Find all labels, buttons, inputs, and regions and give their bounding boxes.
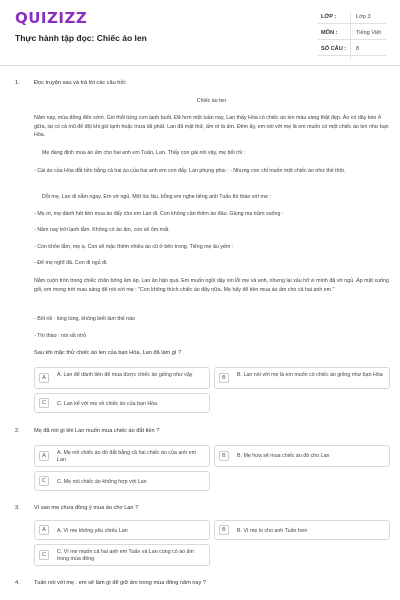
page-title: Thực hành tập đọc: Chiếc áo len bbox=[15, 33, 147, 43]
answer-option-a[interactable]: A A. Vì mẹ không yêu chiều Lan bbox=[34, 520, 210, 540]
story-paragraph: - Năm nay trời lạnh lắm. Không có áo ấm, con sẽ ốm mất. bbox=[34, 227, 170, 233]
meta-subject: MÔN : Tiếng Việt bbox=[318, 26, 386, 40]
question-text: Mẹ đã nói gì khi Lan muốn mua chiếc áo đắt tiền ? bbox=[34, 428, 160, 434]
question-text: Sau khi mặc thử chiếc áo len của bạn Hòa, Lan đã làm gì ? bbox=[34, 350, 182, 356]
story-paragraph: - Để mẹ nghĩ đã. Con đi ngủ đi. bbox=[34, 260, 108, 266]
question-prompt: Đọc truyện sau và trả lời các câu hỏi: bbox=[34, 80, 127, 86]
answer-option-a[interactable]: A A. Mẹ nói chiếc áo đó đắt bằng cả hai chiếc áo của anh em Lan bbox=[34, 445, 210, 467]
answer-option-c[interactable]: C C. Mẹ nói chiếc áo không hợp với Lan bbox=[34, 471, 210, 491]
question-text: Tuấn nói với mẹ : em sẽ làm gì để giữ ấm trong mùa đông năm nay ? bbox=[34, 580, 206, 586]
answer-option-b[interactable]: B B. Vì mẹ lo cho anh Tuấn hơn bbox=[214, 520, 390, 540]
question-number: 3. bbox=[15, 505, 20, 511]
meta-grade: LỚP : Lớp 3 bbox=[318, 10, 386, 24]
story-paragraph: Mẹ đang định mua áo ấm cho hai anh em Tuấn, Lan. Thấy con gái nói vậy, mẹ bối rối : bbox=[42, 150, 245, 156]
quizizz-logo: QUIZIZZ bbox=[15, 9, 88, 27]
story-paragraph: - Con khỏe lắm, mẹ ạ. Con sẽ mặc thêm nhiều áo cũ ở bên trong. Tiếng mẹ âu yếm : bbox=[34, 244, 234, 250]
story-paragraph: Năm nay, mùa đông đến sớm. Gió thổi từng cơn lạnh buốt. Đã hơn một tuần nay, Lan thấy Hòa có chiếc áo len màu vàng thật đẹp. Áo có dây kéo ở giữa, lại có cả mũ để đội khi gió lạnh hoặc mưa lất phất. Lan đã mặt thử, ấm ơi là ấm. Đêm ấy, em nói với mẹ là em muốn có một chiếc áo len như bạn Hòa. bbox=[34, 115, 389, 139]
answer-option-c[interactable]: C C. Vì mẹ muốn cả hai anh em Tuấn và Lan cùng có áo ấm trong mùa đông bbox=[34, 544, 210, 566]
question-number: 1. bbox=[15, 80, 20, 86]
question-number: 2. bbox=[15, 428, 20, 434]
answer-option-c[interactable]: C C. Lan kể với mẹ về chiếc áo của bạn Hòa bbox=[34, 393, 210, 413]
question-text: Vì sao mẹ chưa đồng ý mua áo cho Lan ? bbox=[34, 505, 139, 511]
answer-option-b[interactable]: B B. Lan nói với mẹ là em muốn có chiếc áo giống như bạn Hòa bbox=[214, 367, 390, 389]
story-paragraph: Nằm cuộn tròn trong chiếc chăn bông ấm áp, Lan ân hận quá. Em muốn ngồi dậy xin lỗi mẹ và anh, nhưng lại xấu hổ vì mình đã vờ ngủ. Áp mặt xuống gối, em mong trời mau sáng để nói với mẹ : "Con không thích chiếc áo đấy nữa. Mẹ hãy để tiền mua áo ấm cho cả hai anh em." bbox=[34, 278, 389, 293]
glossary-item: - Bối rối : lúng túng, không biết làm thế nào bbox=[34, 316, 135, 322]
worksheet-header bbox=[0, 0, 400, 66]
story-title: Chiếc áo len bbox=[196, 98, 227, 104]
question-number: 4. bbox=[15, 580, 20, 586]
meta-question-count: SỐ CÂU : 8 bbox=[318, 42, 386, 56]
answer-option-a[interactable]: A A. Lan để dành tiền để mua được chiếc áo giống như vậy bbox=[34, 367, 210, 389]
glossary-item: - Thì thào : nói rất nhỏ bbox=[34, 333, 87, 339]
story-paragraph: - Cái áo của Hòa đắt tiền bằng cả hai áo của hai anh em con đấy. Lan phụng phịu : - Nhưng con chỉ muốn một chiếc áo như thế thôi. bbox=[34, 168, 346, 174]
story-paragraph: - Mẹ ơi, mẹ dành hết tiền mua áo đấy cho em Lan đi. Con không cần thêm áo đâu. Giọng mẹ trầm xuống : bbox=[34, 211, 284, 217]
worksheet-content bbox=[0, 66, 400, 600]
story-paragraph: Dỗi mẹ, Lan đi nằm ngay. Em vờ ngủ. Một lúc lâu, bỗng em nghe tiếng anh Tuấn thì thào với mẹ : bbox=[42, 194, 271, 200]
answer-option-b[interactable]: B B. Mẹ hứa sẽ mua chiếc áo đó cho Lan bbox=[214, 445, 390, 467]
